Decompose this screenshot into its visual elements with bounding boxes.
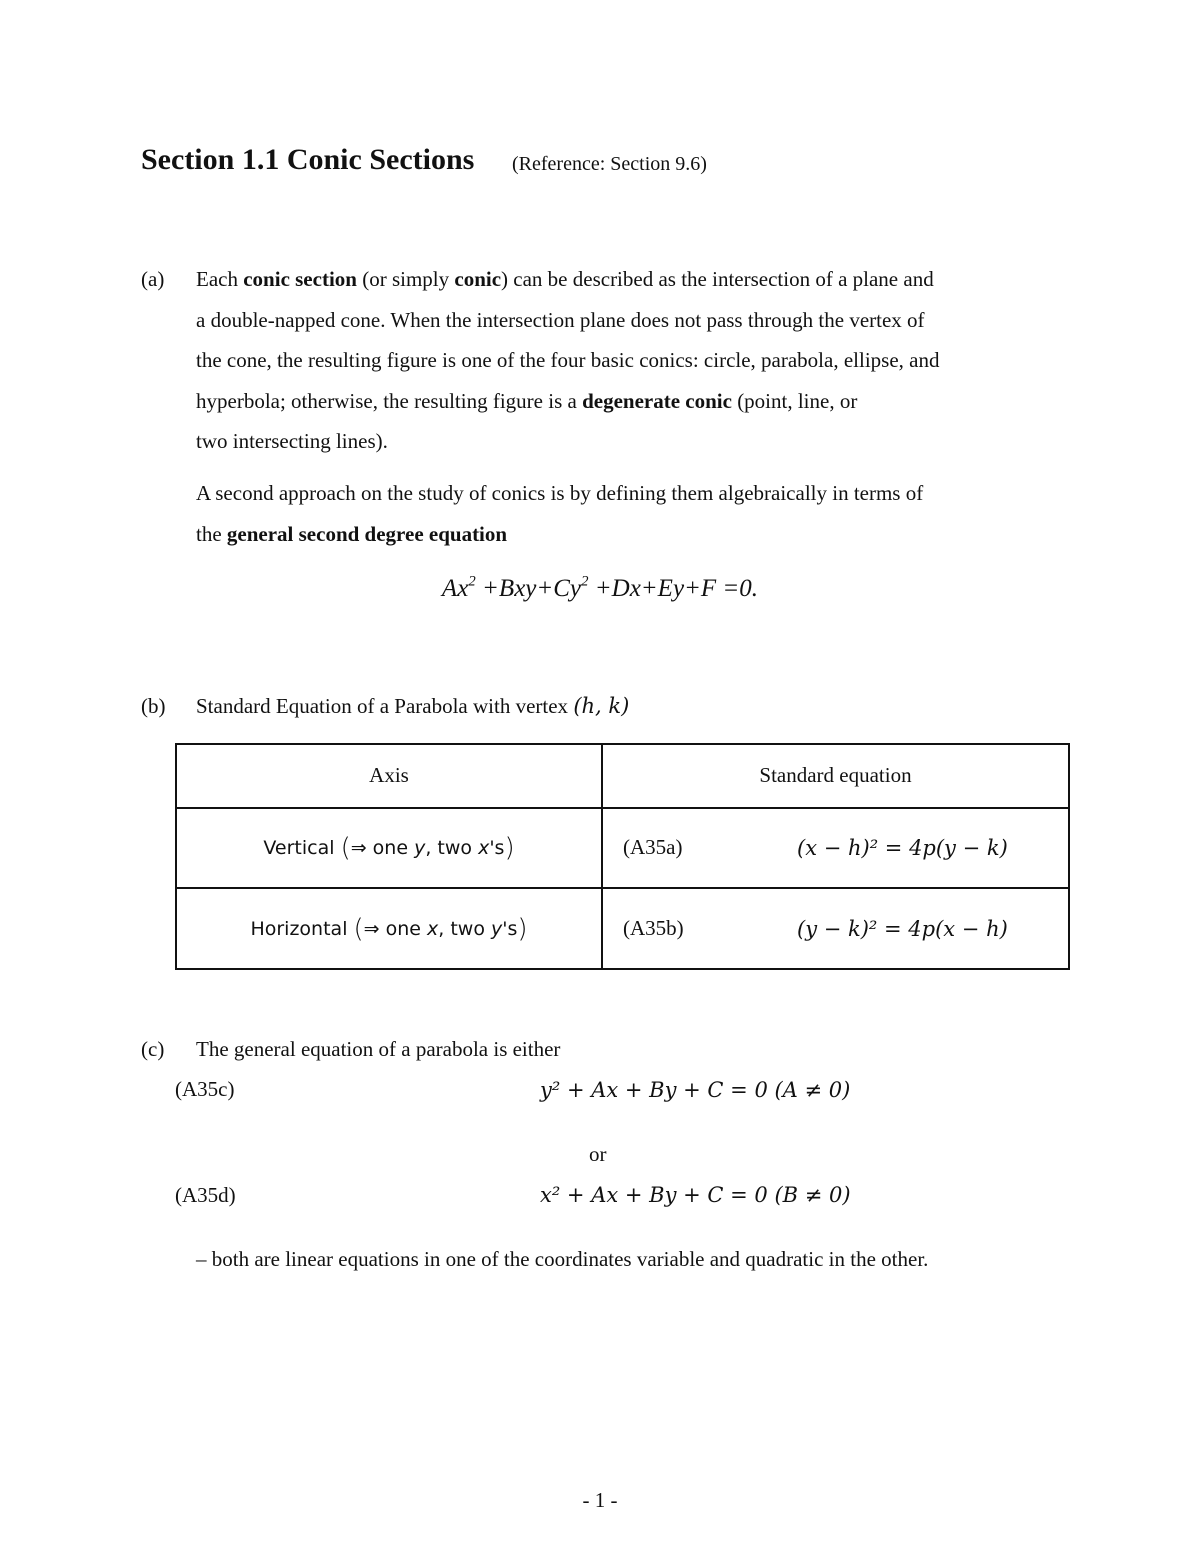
text-run: 's [502,917,518,940]
page-number: - 1 - [582,1488,618,1512]
part-a-line-3: the cone, the resulting figure is one of the four basic conics: circle, parabola, ellipse, and [196,348,940,372]
general-parabola-equation-1: y² + Ax + By + C = 0 (A ≠ 0) [540,1078,851,1102]
part-a-line-4 [196,381,939,422]
table-row [176,808,1069,889]
term-conic: conic [454,267,502,291]
paren: ) [504,832,515,863]
equation-code-a35d: (A35d) [175,1183,236,1207]
title-reference: (Reference: Section 9.6) [512,153,707,175]
part-a-p2-line-1: A second approach on the study of conics is by defining them algebraically in terms of [196,481,924,505]
axis-description [250,913,528,944]
equation-code: (A35b) [623,916,684,941]
part-a-marker: (a) [141,267,165,291]
equation-cell [602,808,1069,889]
equation-code-a35c: (A35c) [175,1077,235,1101]
text-run: Horizontal [250,917,354,940]
implies-arrow: ⇒ [363,917,380,940]
eq-term: Ax [441,575,469,602]
paren: ( [353,913,364,944]
table-row [176,888,1069,969]
text-run: hyperbola; otherwise, the resulting figure is a [196,388,583,413]
variable: x [427,917,439,940]
equation-cell [602,888,1069,969]
header-standard-equation: Standard equation [602,744,1069,808]
part-b-marker: (b) [141,694,166,718]
part-a-paragraph-1 [196,259,939,462]
part-a-line-2: a double-napped cone. When the intersection plane does not pass through the vertex of [196,307,925,332]
page-title: Section 1.1 Conic Sections [141,143,475,176]
equation-formula: (x − h)² = 4p(y − k) [797,835,1008,860]
part-a-line-5: two intersecting lines). [196,429,388,453]
vertex-math: (h, k) [573,694,630,718]
part-a-p2-line-2 [196,514,923,555]
general-second-degree-equation [0,575,1200,603]
text-run: Standard Equation of a Parabola with vertex [196,694,574,718]
general-parabola-equation-2: x² + Ax + By + C = 0 (B ≠ 0) [540,1183,851,1207]
equation-content [603,916,1068,941]
eq-exponent: 2 [468,573,476,590]
variable: y [491,917,503,940]
implies-arrow: ⇒ [350,836,367,859]
text-run: Vertical [263,836,341,859]
text-run: ) can be described as the intersection of a plane and [501,267,934,291]
equation-formula: (y − k)² = 4p(x − h) [797,916,1008,941]
term-degenerate-conic: degenerate conic [582,388,732,413]
paren: ) [517,913,528,944]
eq-exponent: 2 [581,573,589,590]
part-c-note: – both are linear equations in one of the coordinates variable and quadratic in the other. [196,1247,929,1271]
text-run: the [196,521,227,546]
table-header-row [176,744,1069,808]
variable: x [478,836,490,859]
or-text: or [589,1142,607,1166]
part-c-marker: (c) [141,1037,165,1061]
axis-cell [176,808,602,889]
parabola-standard-equation-table [175,743,1070,970]
axis-description [263,832,515,863]
part-a-line-1 [196,259,939,300]
term-conic-section: conic section [243,267,357,291]
equation-content [603,835,1068,860]
part-b-heading [196,694,629,719]
header-axis: Axis [176,744,602,808]
variable: y [414,836,426,859]
text-run: (or simply [356,267,455,291]
text-run: Each [196,267,244,291]
term-general-second-degree-equation: general second degree equation [226,521,508,546]
text-run: one [366,836,415,859]
text-run: , two [425,836,479,859]
part-c-intro: The general equation of a parabola is either [196,1037,561,1061]
text-run: one [379,917,428,940]
text-run: (point, line, or [731,388,858,413]
paren: ( [340,832,351,863]
text-run: 's [489,836,505,859]
eq-term: +Bxy+Cy [475,575,582,602]
eq-term: +Dx+Ey+F =0. [588,575,759,602]
part-a-paragraph-2 [196,473,923,554]
text-run: , two [438,917,492,940]
equation-code: (A35a) [623,835,683,860]
axis-cell [176,888,602,969]
